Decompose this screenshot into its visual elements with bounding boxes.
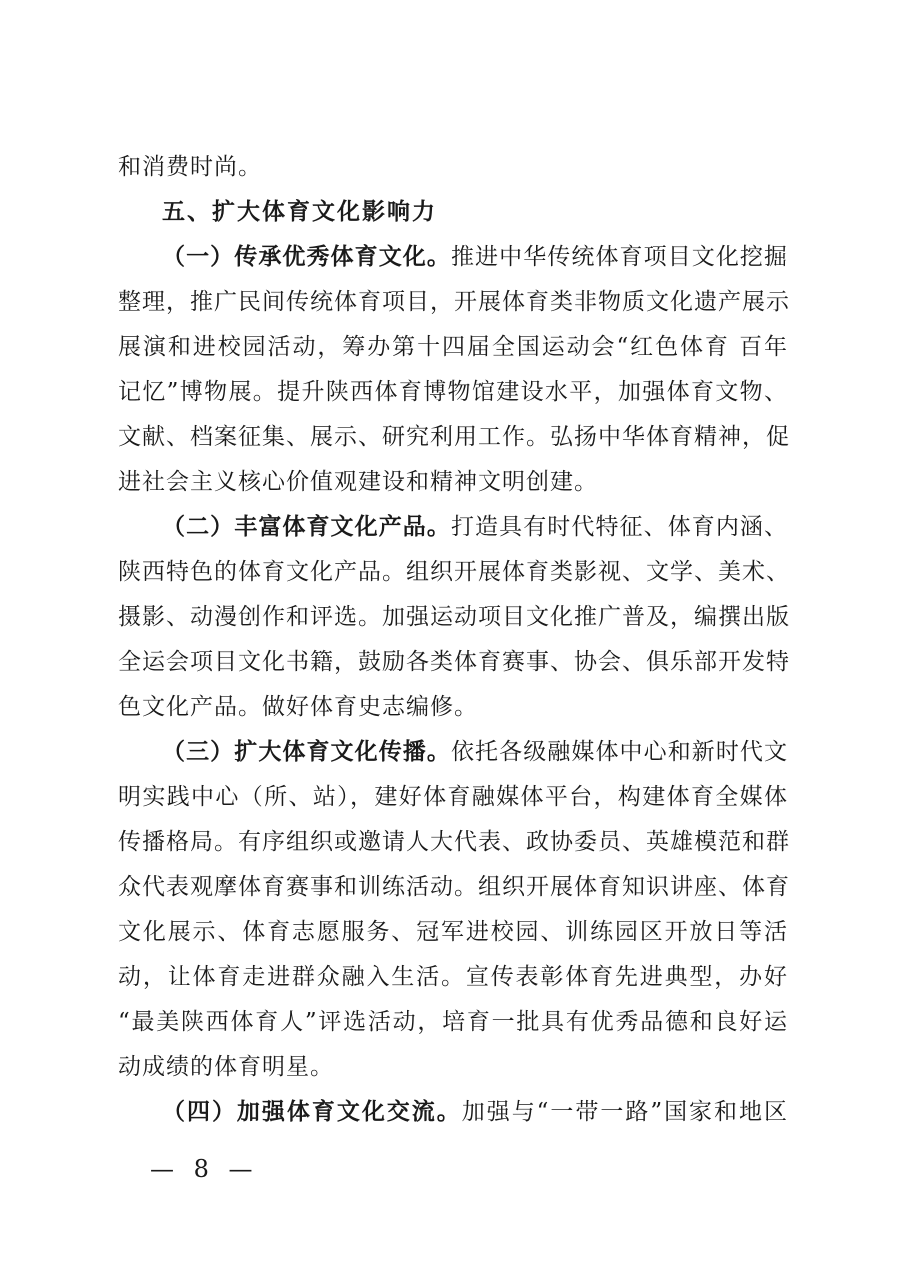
carryover-line: 和消费时尚。 [118, 154, 262, 180]
paragraph-3-lead: （三）扩大体育文化传播。 [162, 739, 451, 765]
paragraph-4-line-1 [162, 1097, 788, 1127]
paragraph-1-line-1-text: 推进中华传统体育项目文化挖掘 [450, 244, 789, 270]
paragraph-2-lead: （二）丰富体育文化产品。 [162, 514, 451, 540]
paragraph-1-lead: （一）传承优秀体育文化。 [162, 244, 451, 270]
paragraph-1-line-4: 记忆”博物展。提升陕西体育博物馆建设水平，加强体育文物、 [118, 379, 788, 405]
paragraph-3-line-4: 众代表观摩体育赛事和训练活动。组织开展体育知识讲座、体育 [118, 874, 790, 900]
paragraph-2-line-1-text: 打造具有时代特征、体育内涵、 [450, 514, 789, 540]
paragraph-3-line-1 [162, 737, 788, 767]
paragraph-3-line-2: 明实践中心（所、站），建好体育融媒体平台，构建体育全媒体 [118, 784, 788, 810]
paragraph-3-line-6: 动，让体育走进群众融入生活。宣传表彰体育先进典型，办好 [118, 964, 788, 990]
paragraph-2-line-5: 色文化产品。做好体育史志编修。 [118, 694, 478, 720]
paragraph-1-line-1 [162, 242, 788, 272]
paragraph-2-line-2: 陕西特色的体育文化产品。组织开展体育类影视、文学、美术、 [118, 559, 790, 585]
paragraph-1-line-3: 展演和进校园活动，筹办第十四届全国运动会“红色体育 百年 [118, 334, 788, 360]
paragraph-1-line-5: 文献、档案征集、展示、研究利用工作。弘扬中华体育精神，促 [118, 424, 790, 450]
paragraph-2-line-1 [162, 512, 788, 542]
paragraph-1-line-2: 整理，推广民间传统体育项目，开展体育类非物质文化遗产展示 [118, 289, 790, 315]
paragraph-4-line-1-text: 加强与“一带一路”国家和地区 [461, 1099, 788, 1125]
paragraph-3-line-8: 动成绩的体育明星。 [118, 1054, 334, 1080]
paragraph-3-line-7: “最美陕西体育人”评选活动，培育一批具有优秀品德和良好运 [118, 1009, 788, 1035]
paragraph-3-line-5: 文化展示、体育志愿服务、冠军进校园、训练园区开放日等活 [118, 919, 788, 945]
page-number: — 8 — [150, 1155, 259, 1183]
paragraph-3-line-3: 传播格局。有序组织或邀请人大代表、政协委员、英雄模范和群 [118, 829, 790, 855]
paragraph-3-line-1-text: 依托各级融媒体中心和新时代文 [450, 739, 789, 765]
section-heading: 五、扩大体育文化影响力 [162, 199, 437, 225]
paragraph-4-lead: （四）加强体育文化交流。 [162, 1099, 462, 1125]
paragraph-2-line-4: 全运会项目文化书籍，鼓励各类体育赛事、协会、俱乐部开发特 [118, 649, 790, 675]
paragraph-1-line-6: 进社会主义核心价值观建设和精神文明创建。 [118, 469, 598, 495]
paragraph-2-line-3: 摄影、动漫创作和评选。加强运动项目文化推广普及，编撰出版 [118, 604, 790, 630]
